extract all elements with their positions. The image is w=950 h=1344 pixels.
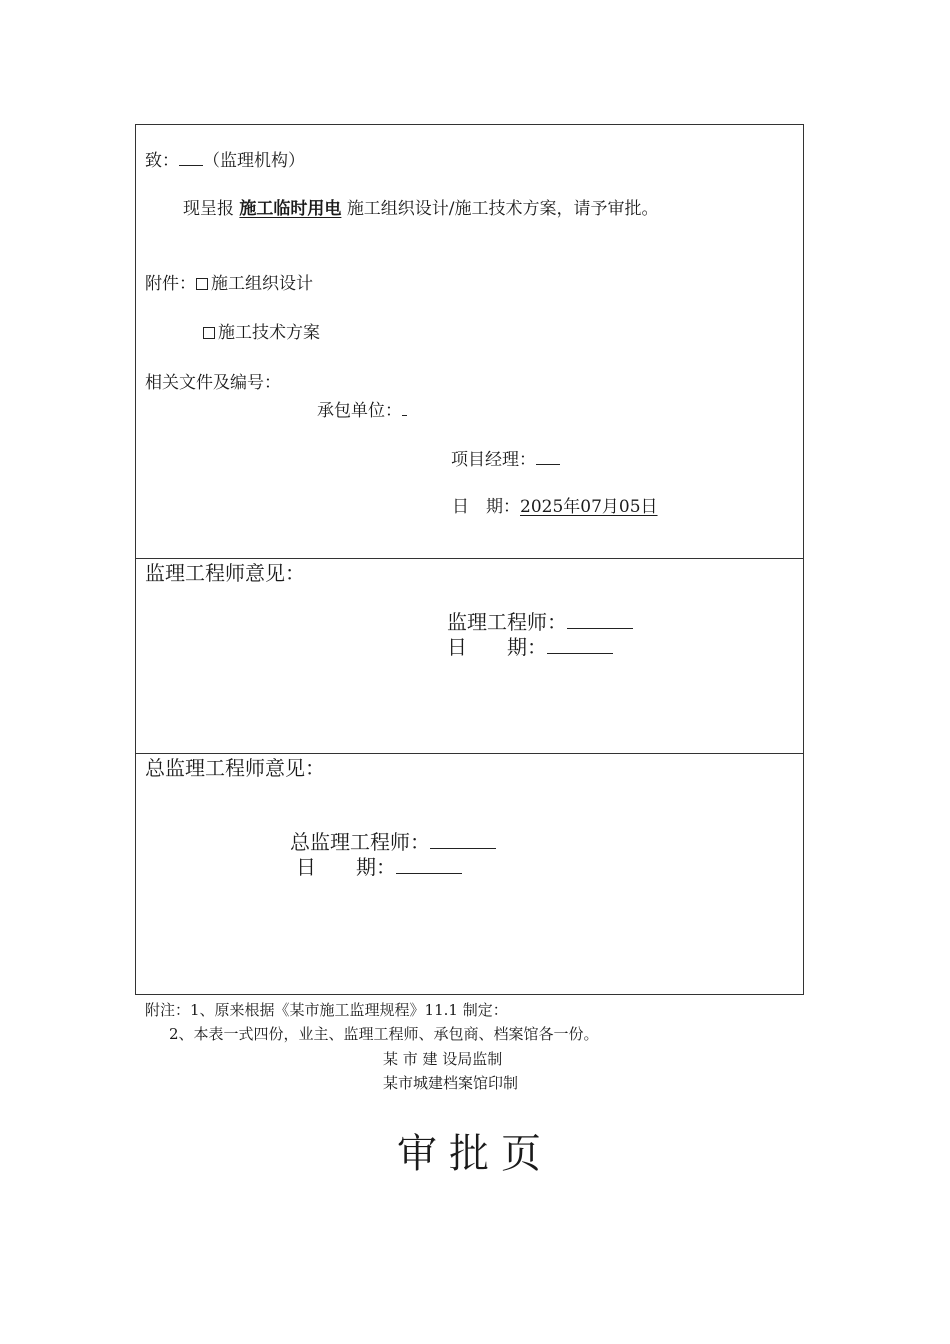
chief-opinion-heading: 总监理工程师意见：	[145, 756, 325, 780]
supervisor-opinion-heading: 监理工程师意见：	[145, 561, 305, 585]
chief-date-blank[interactable]	[396, 857, 462, 874]
pm-blank[interactable]	[536, 448, 560, 465]
contractor-label: 承包单位：	[317, 401, 402, 421]
project-name: 施工临时用电	[239, 199, 342, 219]
date-line	[452, 497, 658, 517]
addressee-blank[interactable]	[179, 149, 203, 166]
section-divider	[136, 558, 803, 559]
note-line-2: 2、本表一式四份，业主、监理工程师、承包商、档案馆各一份。	[169, 1025, 599, 1043]
contractor-blank[interactable]	[402, 399, 407, 416]
to-label: 致：	[145, 151, 179, 171]
chief-engineer-line	[290, 830, 496, 854]
supervisor-date-line	[447, 635, 613, 659]
date-label: 日 期：	[452, 497, 520, 517]
date-value: 2025年07月05日	[520, 497, 658, 517]
submit-prefix: 现呈报	[183, 199, 234, 219]
section-divider	[136, 753, 803, 754]
chief-date-line	[296, 855, 462, 879]
related-docs-label: 相关文件及编号：	[145, 373, 281, 393]
attachment-label: 附件：	[145, 274, 196, 294]
to-org: （监理机构）	[203, 151, 305, 171]
checkbox-tech-plan[interactable]	[203, 327, 215, 339]
checkbox-org-design[interactable]	[196, 278, 208, 290]
pm-line	[451, 448, 560, 470]
issuer-line: 某 市 建 设局监制	[383, 1050, 503, 1068]
supervisor-date-label: 日 期：	[447, 635, 547, 659]
chief-date-label: 日 期：	[296, 855, 396, 879]
page-title: 审批页	[397, 1131, 553, 1177]
pm-label: 项目经理：	[451, 450, 536, 470]
chief-signature-blank[interactable]	[430, 832, 496, 849]
attachment-row	[145, 274, 313, 294]
submit-suffix: 施工组织设计/施工技术方案，请予审批。	[346, 199, 659, 219]
supervisor-engineer-label: 监理工程师：	[447, 610, 567, 634]
note-line-1: 附注：1、原来根据《某市施工监理规程》11.1 制定：	[145, 1001, 508, 1019]
submission-line	[183, 199, 659, 219]
supervisor-signature-blank[interactable]	[567, 612, 633, 629]
attachment-row	[203, 323, 320, 343]
printer-line: 某市城建档案馆印制	[383, 1074, 519, 1092]
attachment-option-label: 施工组织设计	[211, 274, 313, 294]
supervisor-engineer-line	[447, 610, 633, 634]
contractor-line	[317, 399, 407, 421]
approval-form	[135, 124, 804, 995]
chief-engineer-label: 总监理工程师：	[290, 830, 430, 854]
supervisor-date-blank[interactable]	[547, 637, 613, 654]
attachment-option-label: 施工技术方案	[218, 323, 320, 343]
addressee-line	[145, 149, 305, 171]
